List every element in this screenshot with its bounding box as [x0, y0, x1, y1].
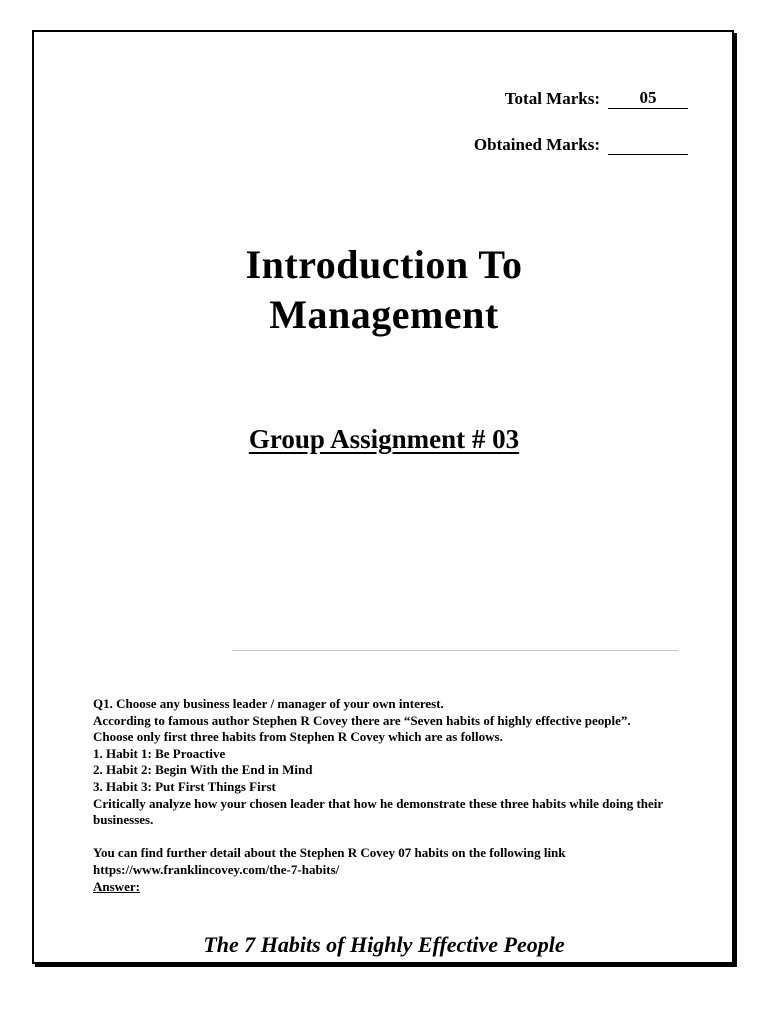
- habit-item: 3. Habit 3: Put First Things First: [93, 778, 276, 794]
- question-line: Critically analyze how your chosen leader that how he demonstrate these three habits while doing their businesses.: [93, 795, 663, 828]
- total-marks-label: Total Marks:: [504, 89, 600, 108]
- question-line: Choose only first three habits from Stephen R Covey which are as follows.: [93, 729, 503, 745]
- question-block: [93, 696, 683, 895]
- question-line: Q1. Choose any business leader / manager of your own interest.: [93, 696, 444, 711]
- divider-line: [232, 650, 678, 651]
- habit-item: 1. Habit 1: Be Proactive: [93, 745, 226, 761]
- reference-link[interactable]: https://www.franklincovey.com/the-7-habits/: [93, 861, 340, 877]
- link-intro: You can find further detail about the Stephen R Covey 07 habits on the following link: [93, 845, 566, 861]
- obtained-marks-row: [474, 134, 688, 155]
- course-title-line-1: Introduction To: [245, 242, 523, 287]
- question-line: According to famous author Stephen R Covey there are “Seven habits of highly effective people”.: [93, 712, 631, 728]
- total-marks-row: [505, 88, 688, 109]
- assignment-title: Group Assignment # 03: [248, 424, 520, 454]
- total-marks-value: 05: [608, 88, 688, 109]
- habit-item: 2. Habit 2: Begin With the End in Mind: [93, 762, 313, 778]
- course-title-line-2: Management: [269, 292, 499, 337]
- course-title: [0, 240, 768, 340]
- answer-label: Answer:: [93, 878, 140, 894]
- obtained-marks-label: Obtained Marks:: [473, 135, 600, 154]
- obtained-marks-value: [608, 134, 688, 155]
- book-title: The 7 Habits of Highly Effective People: [203, 932, 565, 957]
